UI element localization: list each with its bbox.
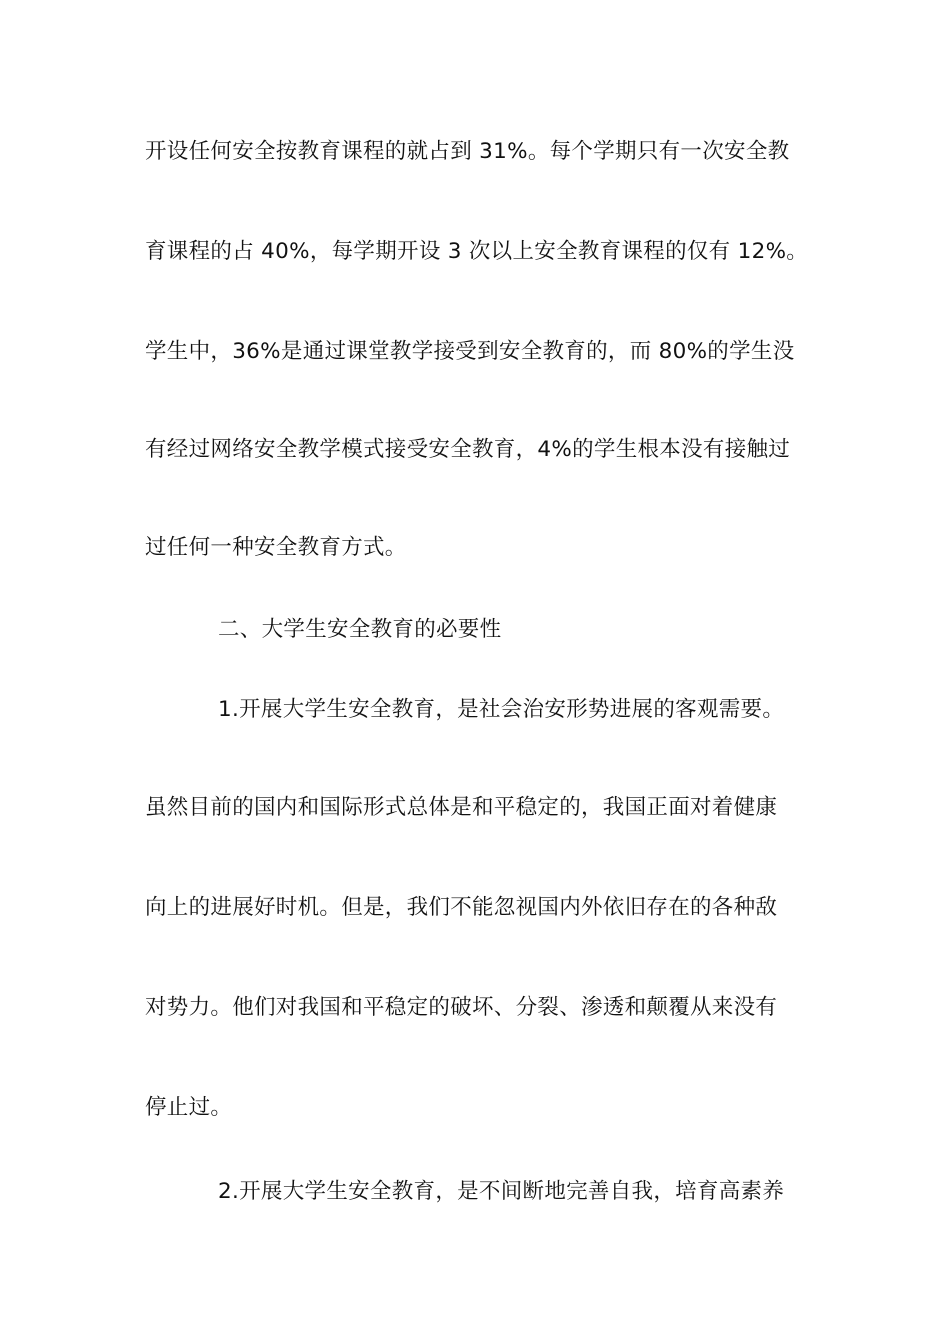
paragraph-line: 育课程的占 40%，每学期开设 3 次以上安全教育课程的仅有 12%。 <box>145 239 809 264</box>
paragraph-line: 2.开展大学生安全教育，是不间断地完善自我，培育高素养 <box>218 1179 785 1204</box>
paragraph-line: 向上的进展好时机。但是，我们不能忽视国内外依旧存在的各种敌 <box>145 895 778 920</box>
paragraph-line: 过任何一种安全教育方式。 <box>145 535 407 560</box>
paragraph-line: 对势力。他们对我国和平稳定的破坏、分裂、渗透和颠覆从来没有 <box>145 995 778 1020</box>
paragraph-line: 虽然目前的国内和国际形式总体是和平稳定的，我国正面对着健康 <box>145 795 778 820</box>
paragraph-line: 学生中，36%是通过课堂教学接受到安全教育的，而 80%的学生没 <box>145 339 795 364</box>
paragraph-line: 有经过网络安全教学模式接受安全教育，4%的学生根本没有接触过 <box>145 437 791 462</box>
paragraph-line: 停止过。 <box>145 1095 233 1120</box>
paragraph-line: 开设任何安全按教育课程的就占到 31%。每个学期只有一次安全教 <box>145 139 790 164</box>
section-heading: 二、大学生安全教育的必要性 <box>218 617 502 642</box>
paragraph-line: 1.开展大学生安全教育，是社会治安形势进展的客观需要。 <box>218 697 785 722</box>
